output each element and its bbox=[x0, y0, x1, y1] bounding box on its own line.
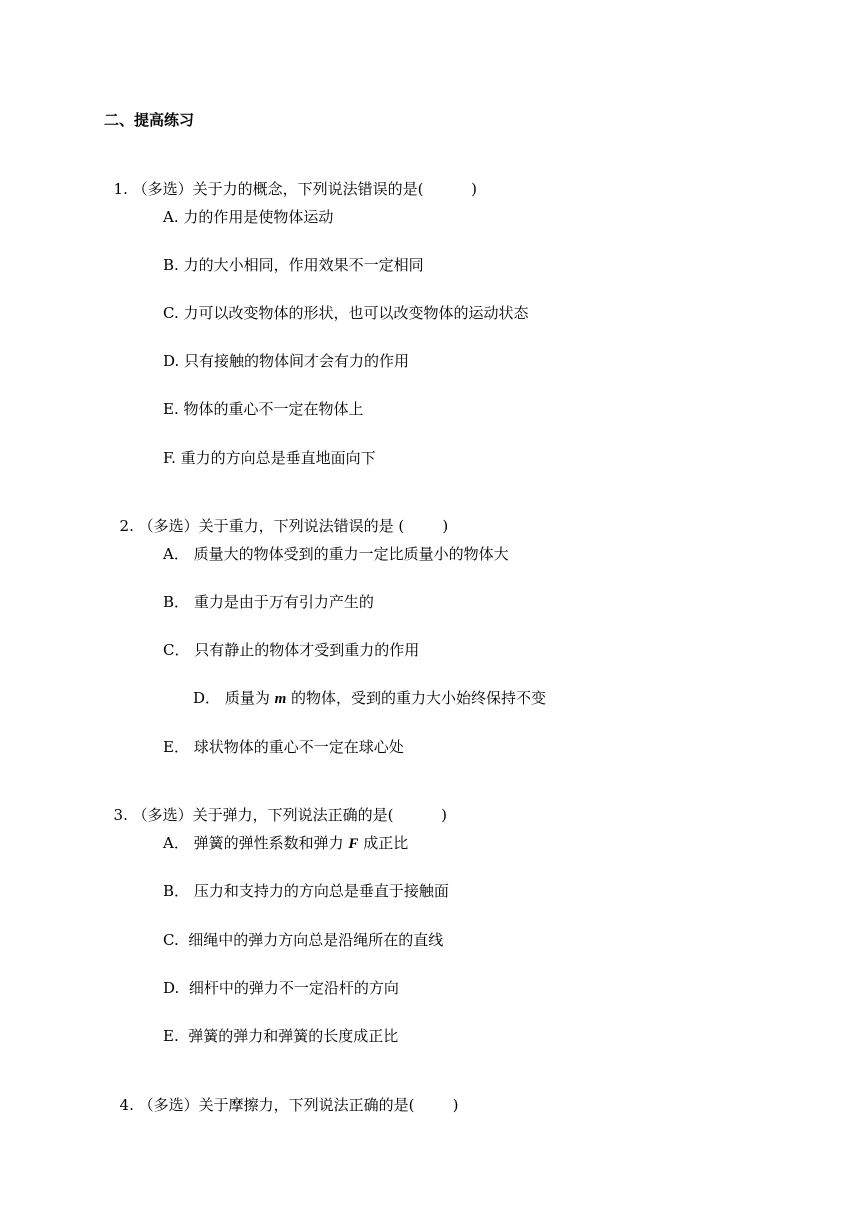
option-letter: C. bbox=[163, 931, 179, 949]
section-title: 二、提高练习 bbox=[104, 111, 195, 129]
question-number: 4. bbox=[119, 1096, 134, 1114]
question-stem: （多选）关于力的概念，下列说法错误的是( ) bbox=[132, 180, 478, 198]
option-letter: B． bbox=[163, 882, 190, 900]
option-text: 细绳中的弹力方向总是沿绳所在的直线 bbox=[188, 931, 444, 949]
option-text: 细杆中的弹力不一定沿杆的方向 bbox=[188, 979, 399, 997]
q3-option-a bbox=[163, 833, 408, 854]
option-text: 力的作用是使物体运动 bbox=[183, 208, 334, 226]
option-letter: E. bbox=[163, 400, 179, 418]
option-letter: B． bbox=[163, 593, 190, 611]
option-letter: D． bbox=[193, 689, 221, 707]
option-text: 重力是由于万有引力产生的 bbox=[193, 593, 374, 611]
option-letter: C. bbox=[163, 304, 179, 322]
option-letter: E. bbox=[163, 1027, 179, 1045]
q1-option-f bbox=[163, 448, 376, 468]
q3-option-e bbox=[163, 1026, 398, 1046]
option-letter: F. bbox=[163, 449, 176, 467]
option-letter: D. bbox=[163, 352, 180, 370]
question-stem: （多选）关于重力，下列说法错误的是 ( ) bbox=[138, 517, 449, 535]
q2-option-c bbox=[163, 640, 419, 660]
option-text-before: 弹簧的弹性系数和弹力 bbox=[193, 834, 349, 852]
option-letter: D. bbox=[163, 979, 180, 997]
question-stem: （多选）关于弹力，下列说法正确的是( ) bbox=[132, 806, 448, 824]
question-number: 3. bbox=[113, 806, 128, 824]
q2-option-e bbox=[163, 737, 404, 757]
option-letter: A． bbox=[163, 545, 189, 563]
q2-option-b bbox=[163, 592, 374, 612]
q3-option-c bbox=[163, 930, 443, 950]
option-text: 弹簧的弹力和弹簧的长度成正比 bbox=[188, 1027, 399, 1045]
option-text: 只有静止的物体才受到重力的作用 bbox=[194, 641, 420, 659]
q3-option-d bbox=[163, 978, 399, 998]
q1-option-d bbox=[163, 351, 409, 371]
option-letter: E． bbox=[163, 738, 189, 756]
option-text: 只有接触的物体间才会有力的作用 bbox=[184, 352, 410, 370]
option-text-before: 质量为 bbox=[224, 689, 275, 707]
q1-option-b bbox=[163, 255, 424, 275]
question-number: 1. bbox=[113, 180, 128, 198]
q1-option-c bbox=[163, 303, 529, 323]
option-letter: A． bbox=[163, 834, 189, 852]
q1-option-e bbox=[163, 399, 364, 419]
q1-option-a bbox=[163, 207, 333, 227]
q2-option-a bbox=[163, 544, 509, 564]
option-letter: C． bbox=[163, 641, 190, 659]
variable-f: F bbox=[348, 836, 359, 852]
option-letter: A. bbox=[163, 208, 179, 226]
option-text: 物体的重心不一定在物体上 bbox=[183, 400, 364, 418]
variable-m: m bbox=[274, 691, 287, 707]
option-text: 力的大小相同，作用效果不一定相同 bbox=[183, 256, 424, 274]
q3-option-b bbox=[163, 881, 449, 901]
option-text: 压力和支持力的方向总是垂直于接触面 bbox=[193, 882, 449, 900]
question-number: 2. bbox=[119, 517, 134, 535]
question-stem: （多选）关于摩擦力，下列说法正确的是( ) bbox=[138, 1096, 459, 1114]
question-3 bbox=[104, 785, 447, 825]
option-text: 球状物体的重心不一定在球心处 bbox=[193, 738, 404, 756]
question-2 bbox=[110, 496, 448, 536]
option-text: 质量大的物体受到的重力一定比质量小的物体大 bbox=[193, 545, 509, 563]
option-text: 重力的方向总是垂直地面向下 bbox=[180, 449, 376, 467]
q2-option-d bbox=[193, 688, 546, 709]
option-text-after: 成正比 bbox=[358, 834, 409, 852]
question-4 bbox=[110, 1075, 459, 1115]
option-text: 力可以改变物体的形状，也可以改变物体的运动状态 bbox=[183, 304, 529, 322]
question-1 bbox=[104, 159, 477, 199]
option-letter: B. bbox=[163, 256, 179, 274]
option-text-after: 的物体，受到的重力大小始终保持不变 bbox=[286, 689, 547, 707]
